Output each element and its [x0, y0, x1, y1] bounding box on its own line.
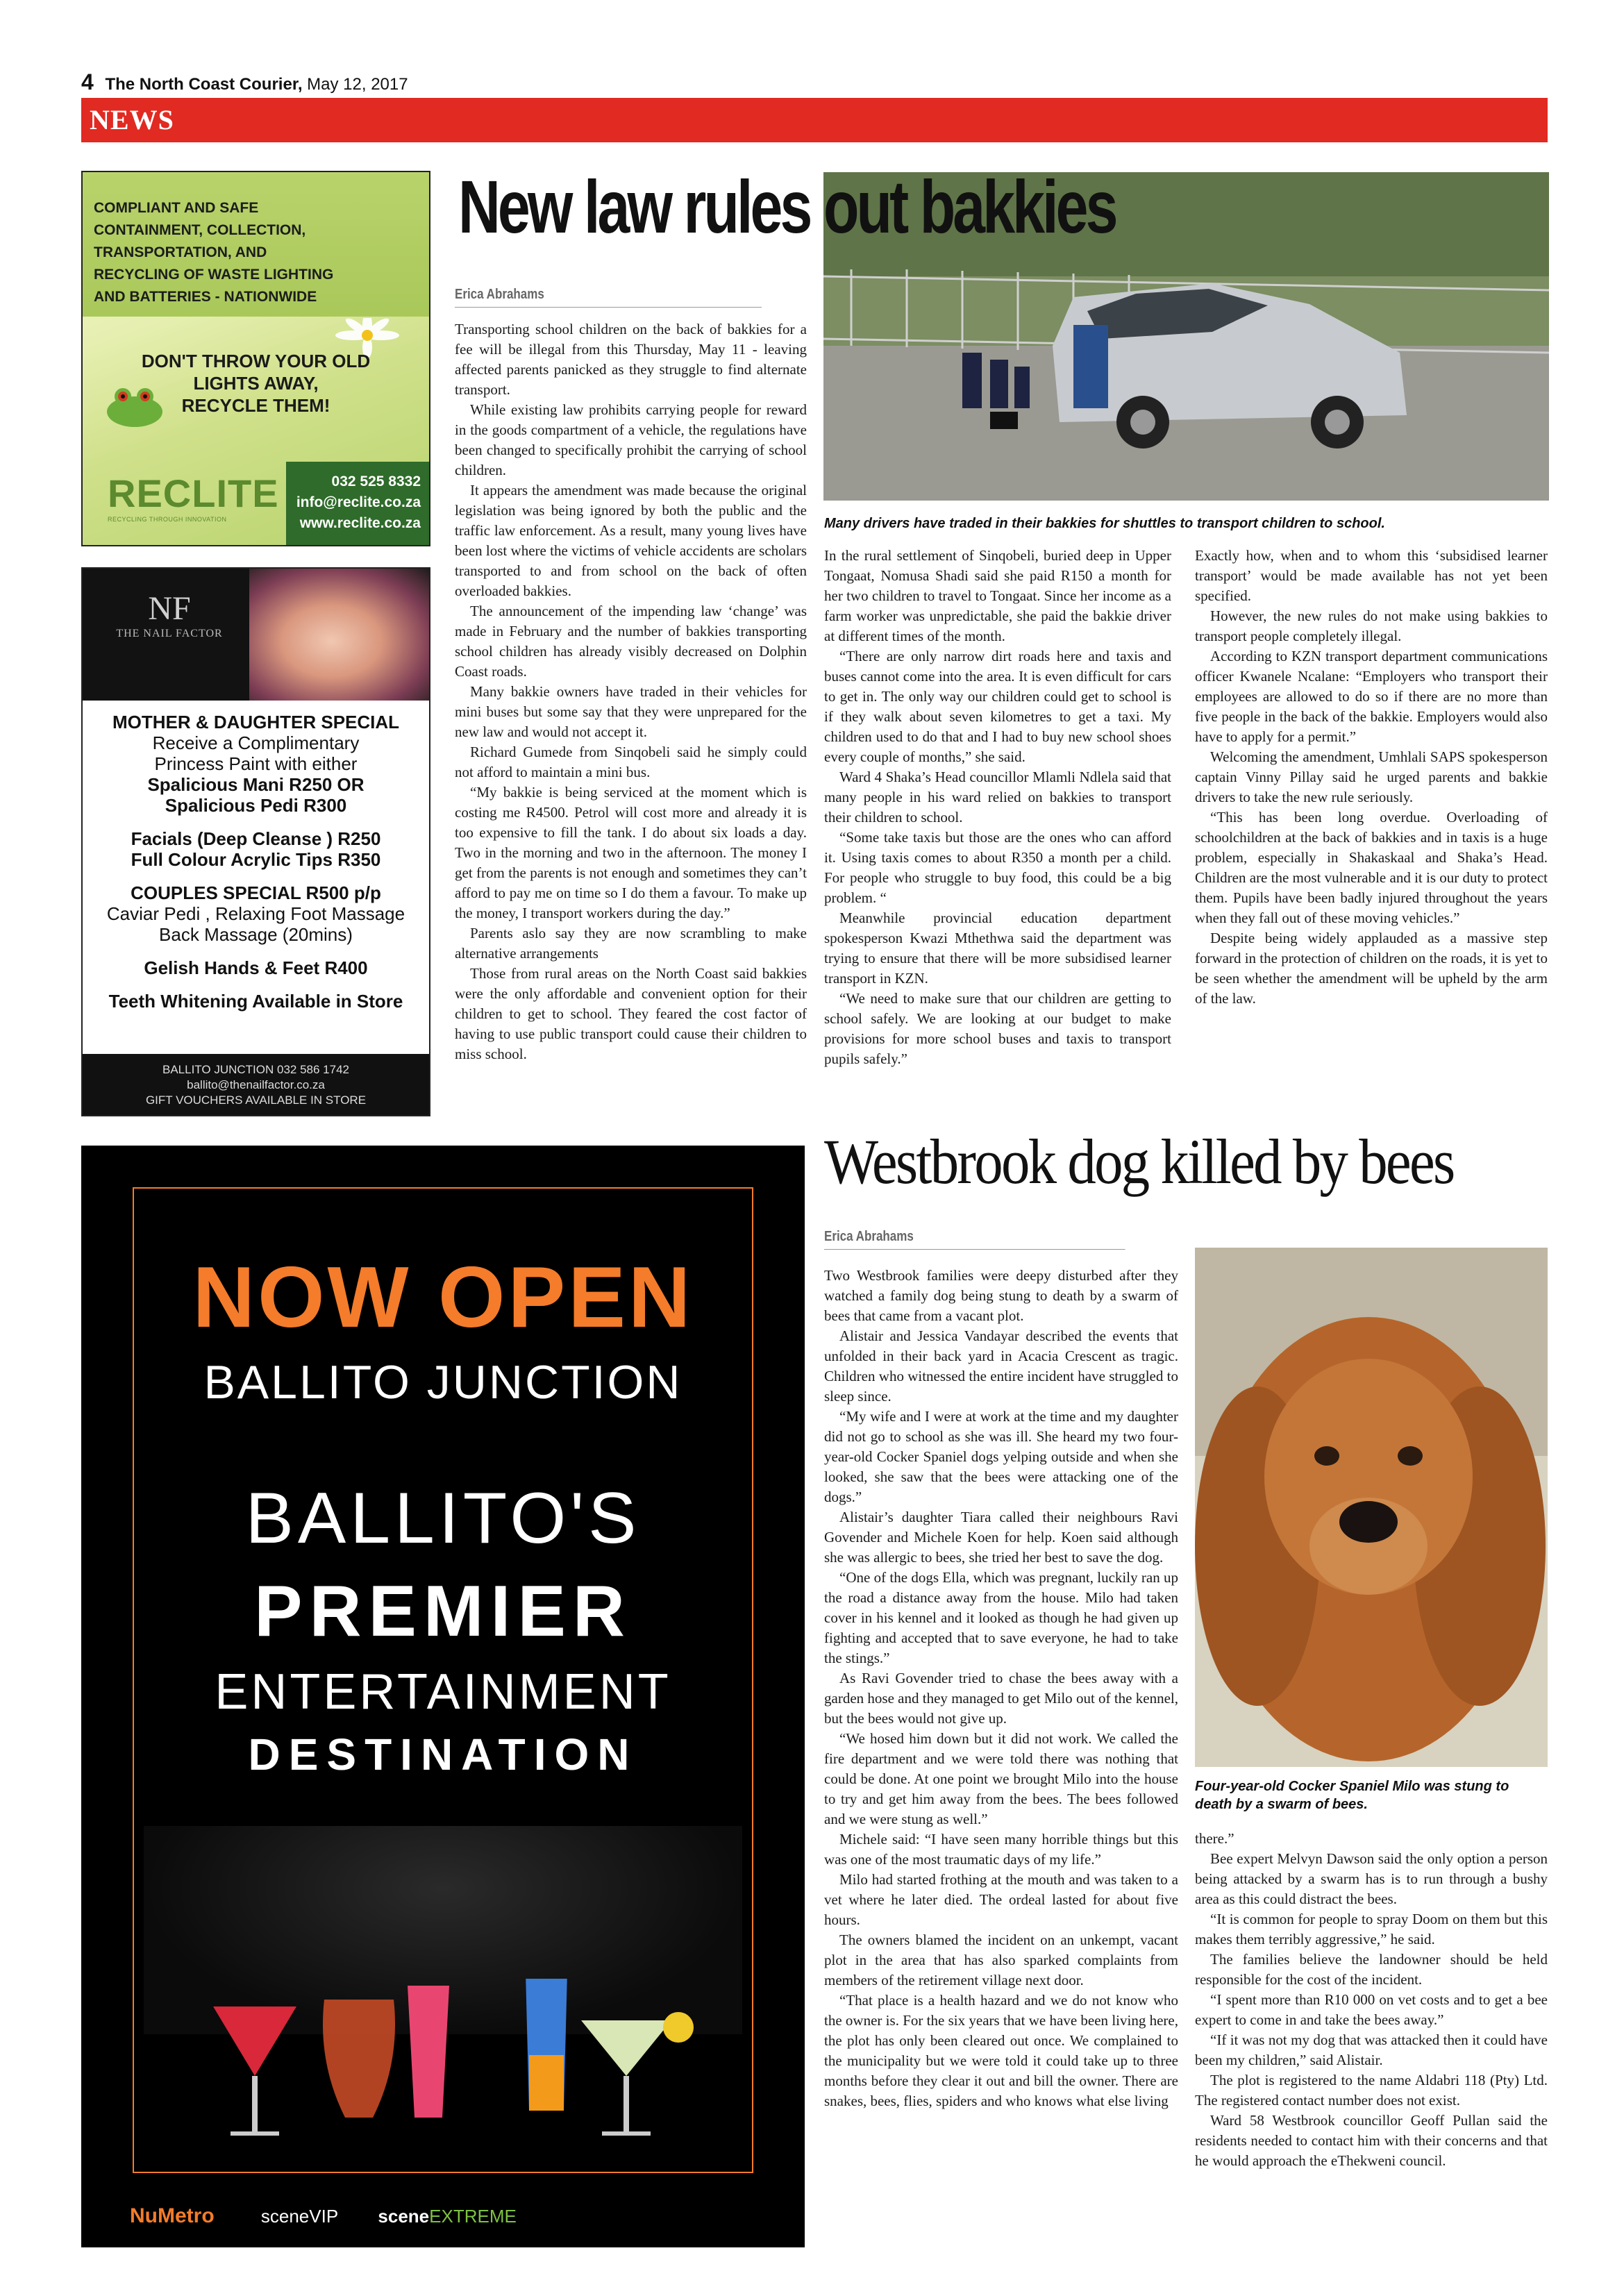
special-line: Spalicious Mani R250 OR	[147, 774, 365, 795]
article-paragraph: Ward 4 Shaka’s Head councillor Mlamli Ndlela said that many people in his ward relied on bakkies to transport their children to school.	[824, 769, 1171, 826]
special-line	[83, 816, 429, 828]
nail-factor-ad-footer	[83, 1054, 429, 1115]
issue-date: May 12, 2017	[307, 75, 408, 94]
article-paragraph: Those from rural areas on the North Coast said bakkies were the only affordable and convenient option for their children to get to school. They feared the cost factor of having to use public transport could cause their children to miss school.	[455, 965, 807, 1062]
article-paragraph: “My bakkie is being serviced at the moment which is costing me R4500. Petrol will cost more and already it is too expensive to fill the tank. I do about six loads a day. Two in the morning and two in the afternoon. The money I get from the parents is not enough and sometimes they can’t afford to pay me on time so I do them a favour. To make up the money, I transport workers during the day.”	[455, 784, 807, 921]
article-paragraph: “One of the dogs Ella, which was pregnant, luckily ran up the road a distance away from the house. Milo had taken cover in his kennel and it looked as though he had given up fighting and accepted that to save everyone, he had to take the stings.”	[824, 1569, 1178, 1666]
article-paragraph: In the rural settlement of Sinqobeli, buried deep in Upper Tongaat, Nomusa Shadi said she paid R150 a month for her two children to travel to Tongaat. Since her income as a farm worker was unpredictable, she paid the bakkie driver at different times of the month.	[824, 547, 1171, 644]
dog-photo	[1195, 1248, 1548, 1767]
nail-factor-ad	[81, 567, 430, 1116]
article-paragraph: The families believe the landowner should be held responsible for the cost of the incident.	[1195, 1951, 1548, 1988]
article-2-column-1	[824, 1266, 1178, 2111]
article-byline-2: Erica Abrahams	[824, 1229, 1125, 1250]
special-line: Back Massage (20mins)	[159, 924, 353, 945]
special-line: Full Colour Acrylic Tips R350	[131, 849, 381, 870]
article-paragraph: “This has been long overdue. Overloading of schoolchildren at the back of bakkies and in taxis is a huge problem, especially in Shakaskaal and Shaka’s Head. Children are the most vulnerable and it is our duty to protect them. Pupils have been badly injured throughout the years when they fall out of these moving vehicles.”	[1195, 809, 1548, 926]
article-column-1	[455, 319, 807, 1064]
page-number: 4	[81, 69, 94, 94]
article-paragraph: “My wife and I were at work at the time and my daughter did not go to school as she was ill. She heard my two four-year-old Cocker Spaniel dogs yelping outside and when she looked, she saw that the bees were attacking one of the dogs.”	[824, 1408, 1178, 1505]
special-line: Teeth Whitening Available in Store	[108, 991, 403, 1012]
article-headline: New law rules out bakkies	[458, 165, 1116, 249]
article-paragraph: The announcement of the impending law ‘change’ was made in February and the number of bakkies transporting school children has already visibly decreased on Dolphin Coast roads.	[455, 603, 807, 680]
special-line: Caviar Pedi , Relaxing Foot Massage	[106, 903, 405, 924]
article-paragraph: However, the new rules do not make using bakkies to transport people completely illegal.	[1195, 607, 1548, 644]
scene-extreme-logo-b: EXTREME	[429, 2206, 517, 2227]
reclite-logo	[108, 471, 279, 523]
article-byline: Erica Abrahams	[455, 287, 762, 308]
reclite-ad-header	[83, 172, 429, 317]
numetro-logo: NuMetro	[130, 2204, 215, 2227]
article-2-column-2	[1195, 1829, 1548, 2171]
article-column-2	[824, 546, 1171, 1069]
nail-factor-logo-mark: NF	[148, 590, 191, 627]
scene-vip-logo: sceneVIP	[260, 2206, 339, 2227]
reclite-ad-headline: COMPLIANT AND SAFE CONTAINMENT, COLLECTION, TRANSPORTATION, AND RECYCLING OF WASTE LIGHTING AND BATTERIES - NATIONWIDE	[94, 200, 334, 305]
article-paragraph: Many bakkie owners have traded in their vehicles for mini buses but some say that they were unprepared for the new law and would not accept it.	[455, 683, 807, 740]
article-paragraph: Despite being widely applauded as a massive step forward in the protection of children on the roads, it is yet to be seen whether the amendment will be upheld by the arm of the law.	[1195, 930, 1548, 1007]
cocktail-glasses-image	[81, 1979, 805, 2152]
article-paragraph: “We hosed him down but it did not work. We called the fire department and we were told there was nothing that could be done. At one point we brought Milo into the house to try and get him away from the bees. The bees followed and we were stung as well.”	[824, 1730, 1178, 1827]
nail-factor-logo	[97, 589, 242, 640]
reclite-logo-sub: RECYCLING THROUGH INNOVATION	[108, 516, 227, 523]
article-paragraph: As Ravi Govender tried to chase the bees away with a garden hose and they managed to get Milo out of the kennel, but the bees would not give up.	[824, 1670, 1178, 1727]
reclite-ad	[81, 171, 430, 546]
footer-line: ballito@thenailfactor.co.za	[187, 1078, 325, 1091]
article-paragraph: Parents aslo say they are now scrambling to make alternative arrangements	[455, 925, 807, 962]
special-line: Receive a Complimentary	[152, 732, 360, 753]
sponsor-logos	[130, 2204, 517, 2228]
article-paragraph: Two Westbrook families were deepy disturbed after they watched a family dog being stung to death by a swarm of bees that came from a vacant plot.	[824, 1267, 1178, 1324]
nail-factor-logo-name: THE NAIL FACTOR	[116, 628, 223, 639]
article-paragraph: Alistair’s daughter Tiara called their neighbours Ravi Govender and Michele Koen for help. Koen said although she was allergic to bees, she tried her best to save the dog.	[824, 1509, 1178, 1566]
article-paragraph: “I spent more than R10 000 on vet costs and to get a bee expert to come in and take the bees away.”	[1195, 1991, 1548, 2028]
article-paragraph: Exactly how, when and to whom this ‘subsidised learner transport’ would be made available has not yet been specified.	[1195, 547, 1548, 604]
article-paragraph: Transporting school children on the back of bakkies for a fee will be illegal from this Thursday, May 11 - leaving affected parents panicked as they struggle to find alternate transport.	[455, 321, 807, 398]
special-line: MOTHER & DAUGHTER SPECIAL	[112, 712, 400, 732]
publication-name: The North Coast Courier,	[105, 75, 303, 94]
section-bar	[81, 98, 1548, 142]
page-folio	[81, 69, 408, 95]
article-paragraph: Alistair and Jessica Vandayar described the events that unfolded in their back yard in Acacia Crescent as tragic. Children who witnessed the entire incident have struggled to sleep since.	[824, 1327, 1178, 1405]
location-heading: BALLITO JUNCTION	[203, 1356, 683, 1409]
now-open-heading: NOW OPEN	[192, 1250, 694, 1346]
article-column-3	[1195, 546, 1548, 1009]
special-line: COUPLES SPECIAL R500 p/p	[131, 882, 381, 903]
ad-line-1: BALLITO'S	[245, 1478, 641, 1559]
article-paragraph: “It is common for people to spray Doom on them but this makes them terribly aggressive,” he said.	[1195, 1911, 1548, 1947]
article-paragraph: Michele said: “I have seen many horrible things but this was one of the most traumatic days of my life.”	[824, 1831, 1178, 1868]
article-paragraph: Meanwhile provincial education department spokesperson Kwazi Mthethwa said the department was trying to ensure that there will be more subsidised learner transport in KZN.	[824, 910, 1171, 987]
article-paragraph: Richard Gumede from Sinqobeli said he simply could not afford to maintain a mini bus.	[455, 744, 807, 780]
numetro-ad	[81, 1146, 805, 2247]
special-line	[83, 870, 429, 882]
nail-factor-ad-header	[83, 569, 429, 701]
special-line	[83, 978, 429, 991]
article-paragraph: The owners blamed the incident on an unkempt, vacant plot in the area that has also sparked complaints from members of the retirement village next door.	[824, 1932, 1178, 1988]
article-paragraph: there.”	[1195, 1830, 1234, 1847]
reclite-website: www.reclite.co.za	[299, 515, 421, 531]
special-line: Gelish Hands & Feet R400	[144, 957, 368, 978]
article-photo-dog	[1195, 1248, 1548, 1767]
article-paragraph: Bee expert Melvyn Dawson said the only option a person being attacked by a swarm has is to run through a bushy area as this could distract the bees.	[1195, 1850, 1548, 1907]
reclite-phone: 032 525 8332	[331, 474, 421, 489]
article-paragraph: The plot is registered to the name Aldabri 118 (Pty) Ltd. The registered contact number does not exist.	[1195, 2072, 1548, 2109]
footer-line: BALLITO JUNCTION 032 586 1742	[162, 1063, 349, 1076]
section-label: NEWS	[90, 104, 174, 135]
article-paragraph: According to KZN transport department communications officer Kwanele Ncalane: “Employers who transport their employees are allowed to do so if there are no more than five people in the back of the bakkie. Employers would also have to apply for a permit.”	[1195, 648, 1548, 745]
ad-line-4: DESTINATION	[248, 1729, 638, 1779]
article-paragraph: While existing law prohibits carrying people for reward in the goods compartment of a vehicle, the regulations have been changed to specifically prohibit the carrying of school children.	[455, 401, 807, 478]
reclite-ad-tagline: DON'T THROW YOUR OLD LIGHTS AWAY, RECYCLE THEM!	[141, 351, 371, 416]
reclite-logo-text: RECLITE	[108, 471, 279, 515]
model-face-image	[249, 569, 430, 701]
article-paragraph: It appears the amendment was made because the original legislation was being ignored by both the public and the traffic law enforcement. As a result, many young lives have been lost where the victims of vehicle accidents are scholars transported to and from school on the back of often overloaded bakkies.	[455, 482, 807, 599]
photo-caption-2: Four-year-old Cocker Spaniel Milo was stung to death by a swarm of bees.	[1195, 1779, 1509, 1812]
scene-extreme-logo	[378, 2206, 516, 2227]
ad-line-2: PREMIER	[254, 1571, 632, 1652]
article-paragraph: “That place is a health hazard and we do not know who the owner is. For the six years that we have been living here, the plot has only been cleared out once. We complained to the municipality but we were told it could take up to three months before they clear it out and bill the owner. There are snakes, bees, flies, spiders and who knows what else living	[824, 1992, 1178, 2109]
special-line	[83, 945, 429, 957]
reclite-contact-box	[286, 462, 429, 545]
ad-line-3: ENTERTAINMENT	[215, 1664, 671, 1720]
article-paragraph: “We need to make sure that our children are getting to school safely. We are looking at our budget to make provisions for more school buses and taxis to transport pupils safely.”	[824, 990, 1171, 1067]
article-paragraph: “Some take taxis but those are the ones who can afford it. Using taxis comes to about R350 a month per a child. For people who struggle to buy food, this could be a big problem. “	[824, 829, 1171, 906]
article-paragraph: Milo had started frothing at the mouth and was taken to a vet where he later died. The ordeal lasted for about five hours.	[824, 1871, 1178, 1928]
scene-extreme-logo-a: scene	[378, 2206, 430, 2227]
article-paragraph: Welcoming the amendment, Umhlali SAPS spokesperson captain Vinny Pillay said he urged parents and bakkie drivers to take the new rule seriously.	[1195, 748, 1548, 805]
photo-caption: Many drivers have traded in their bakkies for shuttles to transport children to school.	[824, 516, 1385, 531]
nail-factor-specials-list	[83, 712, 429, 1012]
special-line: Spalicious Pedi R300	[165, 795, 347, 816]
special-line: Facials (Deep Cleanse ) R250	[131, 828, 381, 849]
special-line: Princess Paint with either	[154, 753, 358, 774]
article-paragraph: “There are only narrow dirt roads here and taxis and buses cannot come into the area. It is even difficult for cars to get in. The only way our children could get to school is if they walk about seven kilometres to get a taxi. My children used to do that and I had to buy new school shoes every couple of months,” she said.	[824, 648, 1171, 765]
reclite-email: info@reclite.co.za	[296, 494, 421, 510]
article-paragraph: Ward 58 Westbrook councillor Geoff Pullan said the residents needed to contact him with their concerns and that he would approach the eThekweni council.	[1195, 2112, 1548, 2169]
article-headline-2: Westbrook dog killed by bees	[824, 1126, 1454, 1197]
article-paragraph: “If it was not my dog that was attacked then it could have been my children,” said Alistair.	[1195, 2031, 1548, 2068]
footer-line: GIFT VOUCHERS AVAILABLE IN STORE	[145, 1093, 367, 1107]
